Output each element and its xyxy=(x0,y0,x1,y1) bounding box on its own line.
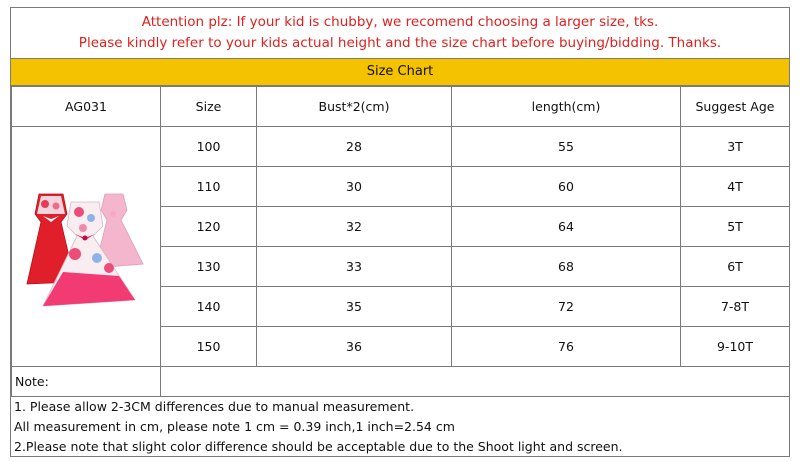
cell-size: 130 xyxy=(161,247,257,287)
attention-notice xyxy=(11,8,789,58)
cell-length: 60 xyxy=(452,167,681,207)
cell-age: 5T xyxy=(681,207,790,247)
note-line-2: All measurement in cm, please note 1 cm = 0.39 inch,1 inch=2.54 cm xyxy=(14,419,455,434)
notes-footer xyxy=(11,396,789,456)
size-table xyxy=(11,86,790,397)
cell-age: 7-8T xyxy=(681,287,790,327)
cell-bust: 36 xyxy=(257,327,452,367)
cell-length: 55 xyxy=(452,127,681,167)
note-label: Note: xyxy=(12,367,161,397)
cell-size: 120 xyxy=(161,207,257,247)
cell-bust: 32 xyxy=(257,207,452,247)
note-line-1: 1. Please allow 2-3CM differences due to manual measurement. xyxy=(14,399,415,414)
cell-length: 64 xyxy=(452,207,681,247)
cell-size: 110 xyxy=(161,167,257,207)
cell-age: 6T xyxy=(681,247,790,287)
note-content xyxy=(161,367,790,397)
dress-product-image xyxy=(23,172,149,322)
cell-size: 150 xyxy=(161,327,257,367)
cell-age: 3T xyxy=(681,127,790,167)
header-age: Suggest Age xyxy=(681,87,790,127)
header-length: length(cm) xyxy=(452,87,681,127)
cell-length: 76 xyxy=(452,327,681,367)
size-chart-title: Size Chart xyxy=(11,58,789,86)
product-image-cell xyxy=(12,127,161,367)
cell-length: 68 xyxy=(452,247,681,287)
table-header-row xyxy=(12,87,790,127)
note-line-3: 2.Please note that slight color difference should be acceptable due to the Shoot light and screen. xyxy=(14,439,623,454)
header-bust: Bust*2(cm) xyxy=(257,87,452,127)
size-chart-frame xyxy=(10,7,790,457)
cell-length: 72 xyxy=(452,287,681,327)
attention-line-1: Attention plz: If your kid is chubby, we recomend choosing a larger size, tks. xyxy=(141,14,659,30)
cell-bust: 35 xyxy=(257,287,452,327)
cell-bust: 30 xyxy=(257,167,452,207)
cell-bust: 33 xyxy=(257,247,452,287)
cell-age: 9-10T xyxy=(681,327,790,367)
cell-bust: 28 xyxy=(257,127,452,167)
note-row xyxy=(12,367,790,397)
cell-size: 140 xyxy=(161,287,257,327)
attention-line-2: Please kindly refer to your kids actual height and the size chart before buying/bidding. Thanks. xyxy=(78,35,722,51)
header-size: Size xyxy=(161,87,257,127)
cell-age: 4T xyxy=(681,167,790,207)
cell-size: 100 xyxy=(161,127,257,167)
product-code: AG031 xyxy=(12,87,161,127)
table-row xyxy=(12,127,790,167)
